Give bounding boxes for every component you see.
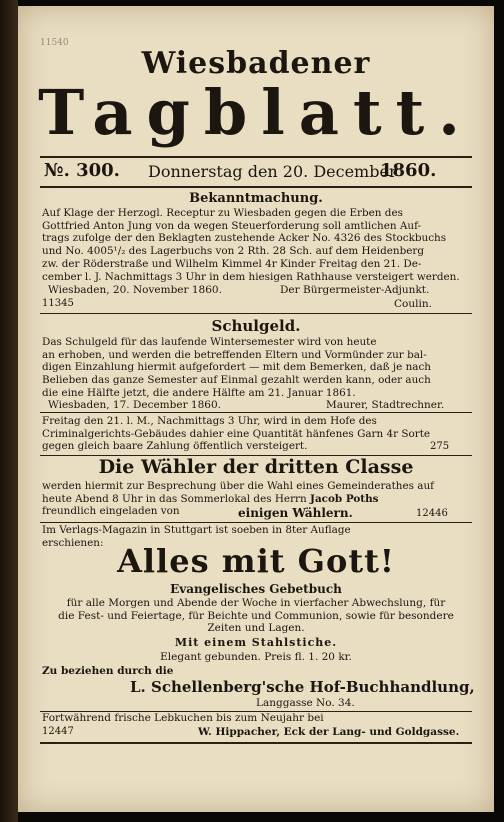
book-available: Zu beziehen durch die [42,665,174,677]
newspaper-page [18,6,494,812]
notice-heading-bekanntmachung: Bekanntmachung. [189,191,323,206]
notice-heading-waehler: Die Wähler der dritten Classe [98,456,414,478]
notice2-place-date: Wiesbaden, 17. December 1860. [48,399,221,411]
notice-body-versteigerung: Freitag den 21. l. M., Nachmittags 3 Uhr, wird in dem Hofe des Criminalgerichts-Gebäudes dahier eine Quantität hänfenes Garn 4r Sorte gegen gleich baare Zahlung öffentlich versteigert. [42,415,431,453]
notice6-number: 12447 [42,726,74,737]
notice-body-bekanntmachung: Auf Klage der Herzogl. Receptur zu Wiesbaden gegen die Erben des Gottfried Anton Jung von da wegen Steuerforderung soll amtlichen Auf- trags zufolge der den Beklagten zustehende Acker No. 4326 des Stockbuchs und No. 4005¹/₂ des Lagerbuchs von 2 Rth. 28 Sch. auf dem Heidenberg zw. der Röderstraße und Wilhelm Kimmel 4r Kinder Freitag den 21. De- cember l. J. Nachmittags 3 Uhr in dem hiesigen Rathhause versteigert werden. [42,207,460,283]
divider [40,522,472,523]
book-subtitle: Evangelisches Gebetbuch [170,582,342,596]
divider [40,412,472,413]
notice-body-schulgeld: Das Schulgeld für das laufende Wintersemester wird von heute an erhoben, und werden die betreffenden Eltern und Vormünder zur bal- digen Einzahlung hiermit aufgefordert — mit dem Bemerken, daß je nach Belieben das ganze Semester auf Einmal gezahlt werden kann, oder auch die eine Hälfte jetzt, die andere Hälfte am 21. Januar 1861. [42,336,431,399]
issue-number: №. 300. [44,160,120,181]
notice2-signature: Maurer, Stadtrechner. [326,399,445,411]
book-engraving: Mit einem Stahlstiche. [174,636,338,649]
masthead-title-top: Wiesbadener [141,46,371,81]
host-name: Jacob Poths [310,492,379,505]
notice1-office: Der Bürgermeister-Adjunkt. [280,284,430,296]
divider [40,313,472,314]
notice3-number: 275 [430,441,450,452]
masthead-title-main: Tagblatt. [38,76,474,149]
notice4-number: 12446 [416,508,448,519]
bookshop-name: L. Schellenberg'sche Hof-Buchhandlung, [130,678,475,696]
notice4-signature: einigen Wählern. [238,506,353,520]
notice-body-waehler: werden hiermit zur Besprechung über die Wahl eines Gemeinderathes auf heute Abend 8 Uhr in das Sommerlokal des Herrn Jacob Poths freundlich eingeladen von [42,480,435,518]
masthead-rule-bottom [40,186,472,188]
issue-year: 1860. [380,160,437,181]
bookshop-address: Langgasse No. 34. [256,697,355,709]
notice-heading-schulgeld: Schulgeld. [211,317,301,335]
notice1-number: 11345 [42,298,74,309]
notice1-signature: Coulin. [394,298,432,310]
page-bottom-rule [40,742,472,744]
book-price: Elegant gebunden. Preis fl. 1. 20 kr. [160,651,352,663]
book-description: für alle Morgen und Abende der Woche in vierfacher Abwechslung, für die Fest- und Feiertage, für Beichte und Communion, sowie für besondere Zeiten und Lagen. [58,597,454,635]
book-title: Alles mit Gott! [117,542,395,580]
book-spine [0,0,18,822]
notice-intro-verlag: Im Verlags-Magazin in Stuttgart ist soeben in 8ter Auflage erschienen: [42,524,351,549]
corner-number: 11540 [40,38,69,48]
notice1-place-date: Wiesbaden, 20. November 1860. [48,284,222,296]
issue-date: Donnerstag den 20. December [148,162,397,181]
notice6-merchant: W. Hippacher, Eck der Lang- und Goldgasse. [198,726,460,738]
notice6-line: Fortwährend frische Lebkuchen bis zum Neujahr bei [42,712,324,724]
masthead-rule-top [40,156,472,158]
